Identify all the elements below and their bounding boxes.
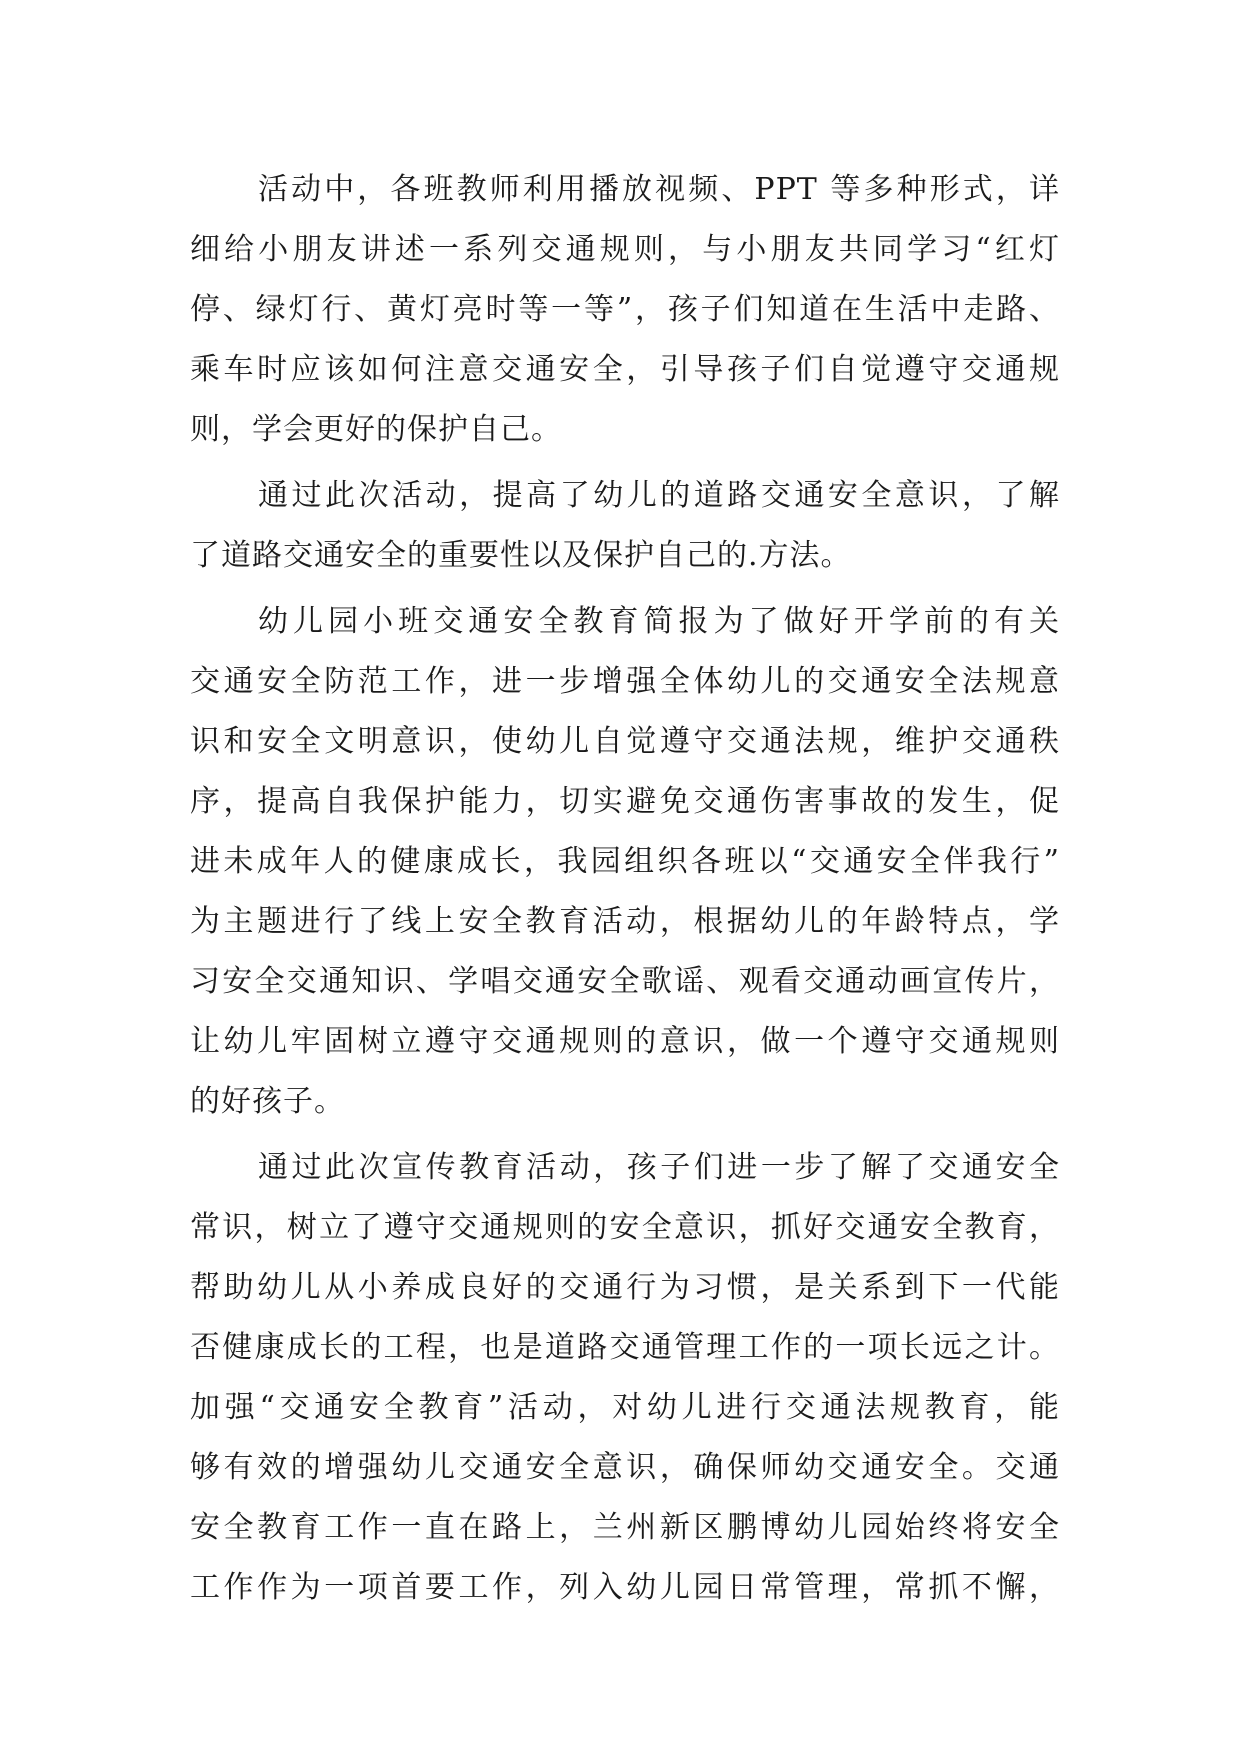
paragraph	[190, 160, 1060, 460]
text-line: 否健康成长的工程，也是道路交通管理工作的一项长远之计。	[190, 1330, 1060, 1365]
text-line: 加强“交通安全教育”活动，对幼儿进行交通法规教育，能	[190, 1390, 1060, 1425]
text-line: 常识，树立了遵守交通规则的安全意识，抓好交通安全教育，	[190, 1210, 1060, 1245]
text-line: 工作作为一项首要工作，列入幼儿园日常管理，常抓不懈，	[190, 1570, 1060, 1605]
text-line: 够有效的增强幼儿交通安全意识，确保师幼交通安全。交通	[190, 1450, 1060, 1485]
text-line: 的好孩子。	[190, 1084, 345, 1119]
text-line: 识和安全文明意识，使幼儿自觉遵守交通法规，维护交通秩	[190, 724, 1060, 759]
text-line: 了道路交通安全的重要性以及保护自己的.方法。	[190, 538, 852, 573]
text-line: 停、绿灯行、黄灯亮时等一等”，孩子们知道在生活中走路、	[190, 292, 1060, 327]
text-line: 则，学会更好的保护自己。	[190, 412, 562, 447]
text-line: 交通安全防范工作，进一步增强全体幼儿的交通安全法规意	[190, 664, 1060, 699]
text-line: 为主题进行了线上安全教育活动，根据幼儿的年龄特点，学	[190, 904, 1060, 939]
paragraph	[190, 1138, 1060, 1618]
text-line: 帮助幼儿从小养成良好的交通行为习惯，是关系到下一代能	[190, 1270, 1060, 1305]
text-line: 习安全交通知识、学唱交通安全歌谣、观看交通动画宣传片，	[190, 964, 1060, 999]
text-line: 序，提高自我保护能力，切实避免交通伤害事故的发生，促	[190, 784, 1060, 819]
text-line: 进未成年人的健康成长，我园组织各班以“交通安全伴我行”	[190, 844, 1060, 879]
text-line: 细给小朋友讲述一系列交通规则，与小朋友共同学习“红灯	[190, 232, 1060, 267]
paragraph	[190, 592, 1060, 1132]
text-line: 让幼儿牢固树立遵守交通规则的意识，做一个遵守交通规则	[190, 1024, 1060, 1059]
text-line: 通过此次宣传教育活动，孩子们进一步了解了交通安全	[258, 1150, 1060, 1185]
text-line: 乘车时应该如何注意交通安全，引导孩子们自觉遵守交通规	[190, 352, 1060, 387]
paragraph	[190, 466, 1060, 586]
text-line: 安全教育工作一直在路上，兰州新区鹏博幼儿园始终将安全	[190, 1510, 1060, 1545]
text-line: 活动中，各班教师利用播放视频、PPT 等多种形式，详	[258, 172, 1060, 207]
document-body	[190, 160, 1060, 1618]
text-line: 幼儿园小班交通安全教育简报为了做好开学前的有关	[258, 604, 1060, 639]
text-line: 通过此次活动，提高了幼儿的道路交通安全意识，了解	[258, 478, 1060, 513]
